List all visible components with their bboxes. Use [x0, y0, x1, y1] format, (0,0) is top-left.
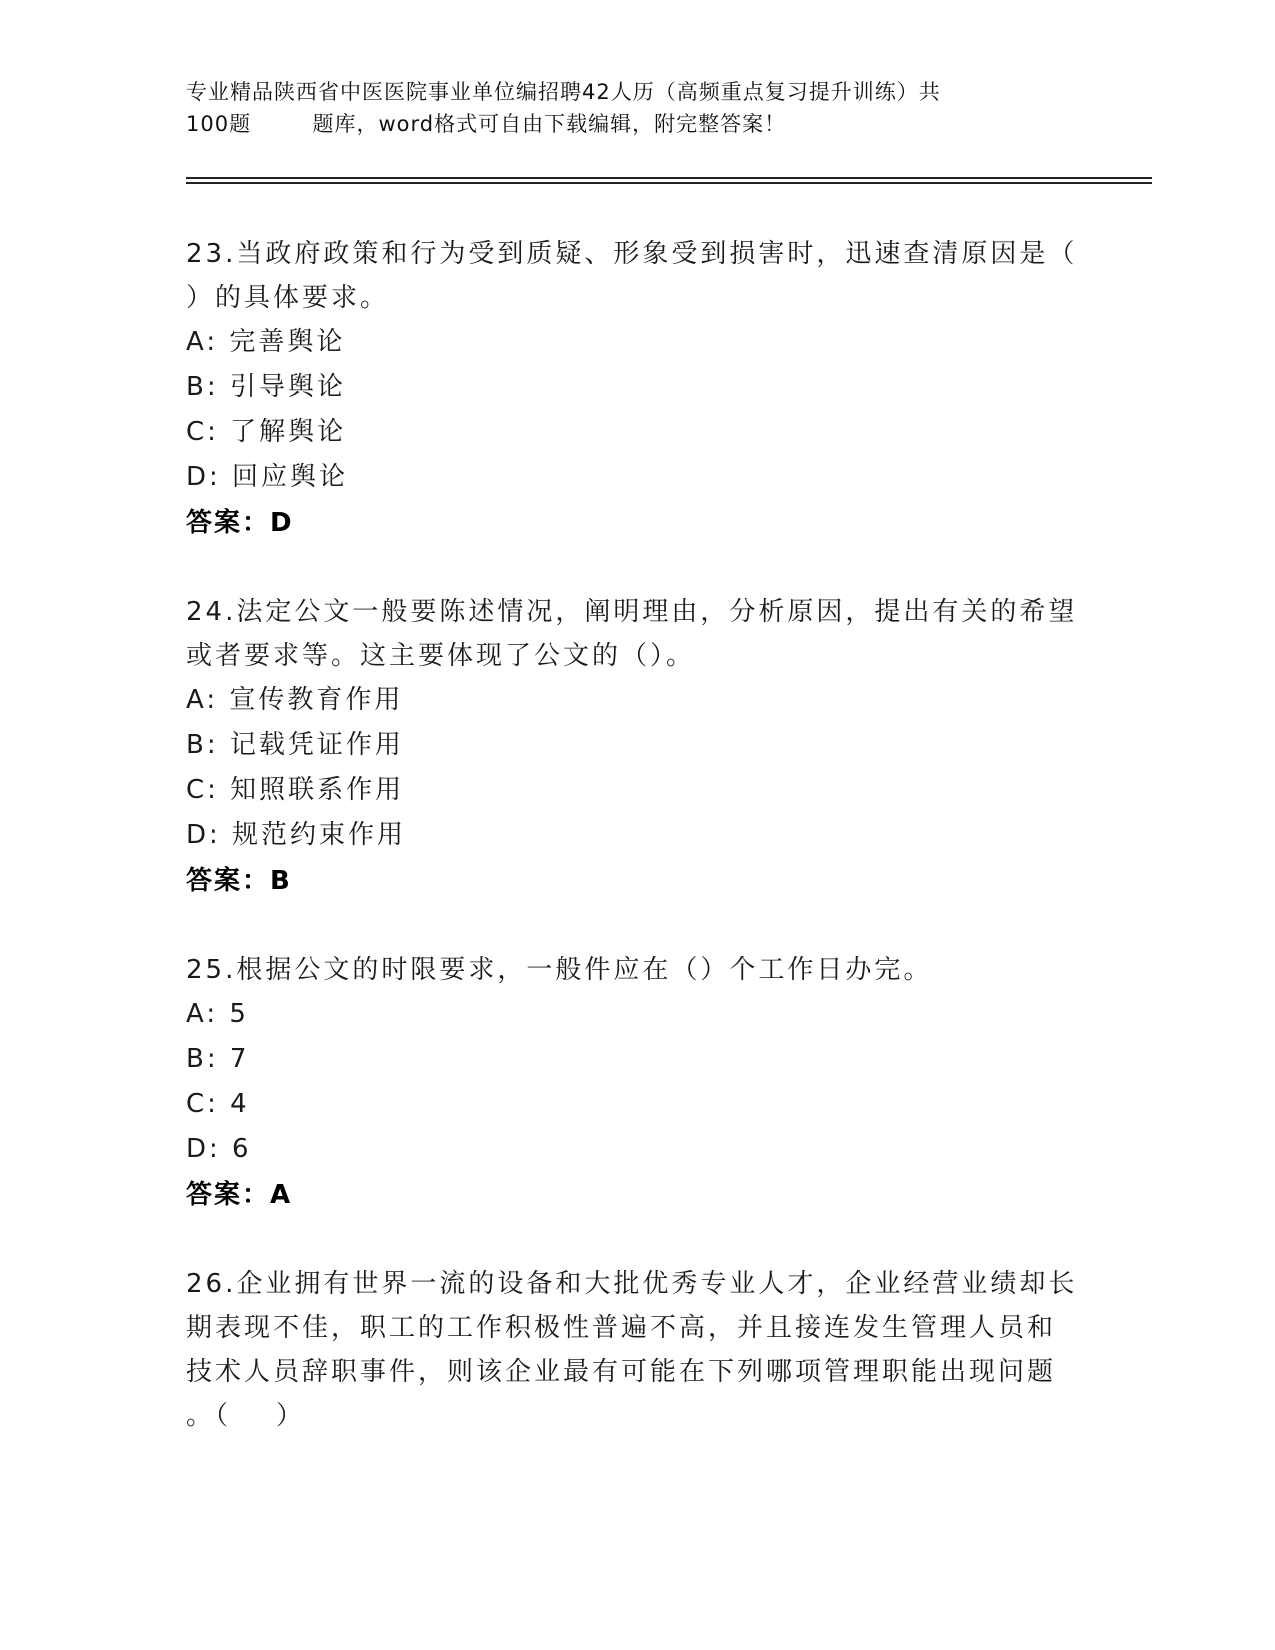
question-text-line: 25.根据公文的时限要求，一般件应在（）个工作日办完。	[186, 955, 933, 985]
question-23	[186, 232, 1086, 546]
option-b: B: 记载凭证作用	[186, 730, 404, 760]
option-b: B: 7	[186, 1044, 250, 1074]
option-c: C: 4	[186, 1089, 250, 1119]
question-text-line: 。（ ）	[186, 1401, 306, 1431]
question-text-line: 26.企业拥有世界一流的设备和大批优秀专业人才，企业经营业绩却长	[186, 1269, 1078, 1299]
question-text-line: 期表现不佳，职工的工作积极性普遍不高，并且接连发生管理人员和	[186, 1313, 1057, 1343]
question-list	[186, 232, 1086, 1438]
option-a: A: 5	[186, 999, 249, 1029]
option-b: B: 引导舆论	[186, 372, 346, 402]
option-a: A: 完善舆论	[186, 327, 346, 357]
option-c: C: 了解舆论	[186, 417, 347, 447]
spacer	[186, 904, 1086, 948]
document-header	[186, 76, 1066, 140]
question-25	[186, 948, 1086, 1218]
header-divider-top	[186, 177, 1152, 179]
option-d: D: 回应舆论	[186, 462, 349, 492]
question-26	[186, 1262, 1086, 1438]
question-text-line: 24.法定公文一般要陈述情况，阐明理由，分析原因，提出有关的希望	[186, 597, 1078, 627]
option-d: D: 6	[186, 1134, 252, 1164]
spacer	[186, 1218, 1086, 1262]
header-title-line-1: 专业精品陕西省中医医院事业单位编招聘42人历（高频重点复习提升训练）共	[186, 80, 941, 104]
question-text-line: 技术人员辞职事件，则该企业最有可能在下列哪项管理职能出现问题	[186, 1357, 1057, 1387]
header-title-line-2: 100题 题库，word格式可自由下载编辑，附完整答案！	[186, 112, 787, 136]
header-divider-bottom	[186, 182, 1152, 184]
option-a: A: 宣传教育作用	[186, 685, 404, 715]
answer-label: 答案：A	[186, 1180, 293, 1210]
option-c: C: 知照联系作用	[186, 775, 405, 805]
answer-label: 答案：B	[186, 866, 292, 896]
question-text-line: 或者要求等。这主要体现了公文的（）。	[186, 641, 696, 671]
answer-label: 答案：D	[186, 508, 294, 538]
question-24	[186, 590, 1086, 904]
question-text-line: 23.当政府政策和行为受到质疑、形象受到损害时，迅速查清原因是（	[186, 239, 1078, 269]
option-d: D: 规范约束作用	[186, 820, 407, 850]
question-text-line: ）的具体要求。	[186, 283, 390, 313]
spacer	[186, 546, 1086, 590]
